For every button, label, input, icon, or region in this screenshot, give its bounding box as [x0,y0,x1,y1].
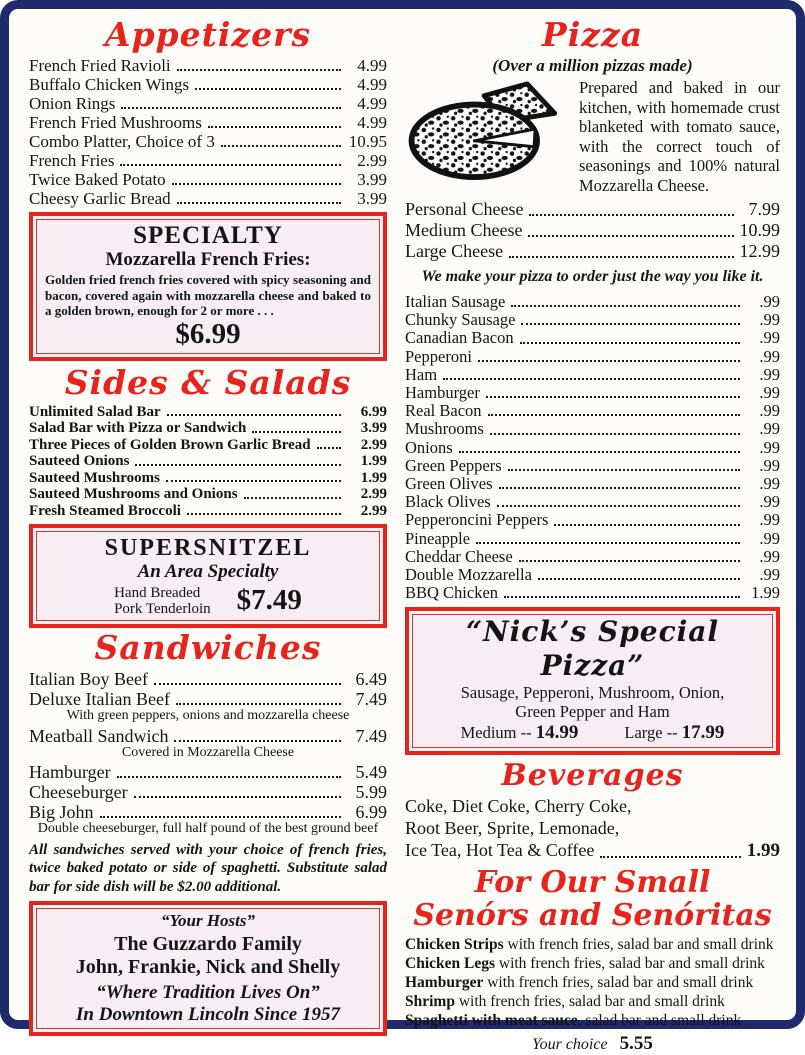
beverages-heading: Beverages [501,758,684,794]
nicks-special-box [405,607,780,755]
dotted-leader [538,578,740,580]
supersnitzel-box [29,524,387,628]
nicks-medium [461,722,579,744]
item-note: Double cheeseburger, full half pound of the best ground beef [37,821,379,836]
dotted-leader [504,596,740,598]
menu-item-row [405,420,780,438]
kids-item-description: with french fries, salad bar and small drink [503,936,774,954]
supersnitzel-title: SUPERSNITZEL [104,535,312,561]
menu-item-row [405,199,780,220]
kids-item-description: with french fries, salad bar and small drink [454,993,725,1011]
item-price: .99 [759,292,780,311]
kids-heading-line2: Senórs and Senóritas [413,898,772,934]
kids-item [405,1011,780,1030]
dotted-leader [252,431,341,433]
menu-item-row [29,437,387,454]
specialty-price: $6.99 [175,317,241,350]
kids-item-description: with french fries, salad bar and small drink [483,974,754,992]
menu-item-row [29,453,387,470]
dotted-leader [172,183,341,185]
dotted-leader [520,342,740,344]
beverages-price-row [405,839,780,862]
dotted-leader [497,505,740,507]
kids-choice-line [405,1033,780,1055]
kids-item-name: Chicken Legs [405,955,495,973]
item-price: 4.99 [357,56,387,75]
dotted-leader [135,464,341,466]
item-name: Hamburger [405,383,480,403]
item-price: 2.99 [360,436,387,453]
item-name: Cheeseburger [29,782,128,802]
item-price: .99 [759,401,780,421]
dotted-leader [508,469,740,471]
dotted-leader [117,776,341,778]
dotted-leader [509,256,733,258]
sandwich-item [29,689,387,724]
nicks-medium-label: Medium -- [460,723,532,743]
item-name: Three Pieces of Golden Brown Garlic Bread [29,436,311,453]
item-name: Meatball Sandwich [29,725,169,746]
left-column [29,15,387,1025]
item-name: French Fries [29,151,115,170]
hosts-names: John, Frankie, Nick and Shelly [75,956,341,978]
item-price: .99 [759,510,780,530]
item-name: Chunky Sausage [405,310,516,330]
menu-item-row [405,439,780,457]
menu-item-row [29,132,387,151]
item-price: .99 [759,565,780,585]
menu-item-row [29,189,387,208]
menu-item-row [29,782,387,802]
item-price: .99 [759,310,780,330]
menu-item-row [29,75,387,94]
hosts-box [29,901,387,1036]
hosts-motto: “Where Tradition Lives On” [96,982,320,1003]
dotted-leader [176,703,341,705]
dotted-leader [177,202,341,204]
item-name: Pepperoni [405,346,472,366]
kids-list [405,935,780,1030]
menu-item-row [405,329,780,347]
kids-heading [405,866,780,932]
hosts-family: The Guzzardo Family [114,933,302,955]
item-note: Covered in Mozzarella Cheese [121,744,295,760]
item-price: .99 [759,546,780,566]
item-name: Combo Platter, Choice of 3 [29,132,215,151]
specialty-title: SPECIALTY [133,222,283,249]
item-name: Fresh Steamed Broccoli [29,502,181,519]
kids-item [405,973,780,992]
kids-item-description: , salad bar and small drink [577,1012,742,1030]
sides-salads-list [29,404,387,520]
item-price: 4.99 [357,113,387,132]
menu-item-row [29,420,387,437]
dotted-leader [195,88,341,90]
dotted-leader [490,433,740,435]
pizza-intro [405,78,780,195]
item-price: .99 [759,492,780,512]
item-price: .99 [759,474,780,494]
supersnitzel-item-line2: Pork Tenderloin [114,600,211,617]
item-name: Ham [405,364,438,384]
dotted-leader [208,126,341,128]
item-name: Salad Bar with Pizza or Sandwich [29,420,247,436]
item-name: Twice Baked Potato [29,170,166,189]
item-name: Mushrooms [405,419,484,439]
item-note: With green peppers, onions and mozzarella cheese [66,708,350,723]
dotted-leader [174,740,341,742]
pizza-description: Prepared and baked in our kitchen, with homemade crust blanketed with tomato sauce, with the correct touch of seasonings and 100% natural Mozzarella Cheese. [579,78,780,195]
kids-item [405,992,780,1011]
menu-item-row [405,293,780,311]
item-price: 10.99 [739,220,780,240]
dotted-leader [317,447,341,449]
sandwiches-footnote: All sandwiches served with your choice of french fries, twice baked potato or side of spaghetti. Substitute salad bar for side dish will be $2.00 additional. [29,841,387,895]
specialty-subtitle: Mozzarella French Fries: [105,249,311,270]
menu-item-row [29,669,387,689]
dotted-leader [529,214,734,216]
item-price: 6.49 [355,669,387,689]
dotted-leader [221,145,341,147]
beverages-line3: Ice Tea, Hot Tea & Coffee [405,840,595,861]
item-price: 3.99 [360,420,387,436]
item-price: .99 [759,419,780,439]
item-name: Canadian Bacon [405,328,514,348]
pizza-heading: Pizza [541,15,644,54]
menu-item-row [29,170,387,189]
item-price: 2.99 [360,502,387,519]
supersnitzel-price: $7.49 [236,584,302,616]
menu-item-row [29,689,387,709]
item-price: 2.99 [360,486,387,502]
dotted-leader [478,360,740,362]
menu-item-row [405,348,780,366]
sandwich-item [29,726,387,761]
appetizers-list [29,56,387,208]
item-name: Onion Rings [29,94,116,113]
dotted-leader [244,497,341,499]
item-price: 7.49 [355,725,387,746]
dotted-leader [499,487,740,489]
item-name: Sauteed Mushrooms and Onions [29,486,238,502]
menu-item-row [405,457,780,475]
menu-item-row [29,470,387,487]
item-price: 4.99 [357,94,387,113]
nicks-line2: Green Pepper and Ham [515,702,670,722]
menu-item-row [405,493,780,511]
dotted-leader [519,560,740,562]
menu-item-row [405,241,780,262]
dotted-leader [528,235,733,237]
menu-item-row [29,113,387,132]
item-name: Black Olives [405,492,491,512]
dotted-leader [488,414,740,416]
item-name: Italian Boy Beef [29,669,148,689]
item-name: Personal Cheese [405,199,524,219]
beverages-price: 1.99 [746,840,780,862]
item-price: 4.99 [357,75,387,94]
specialty-description: Golden fried french fries covered with spicy seasoning and bacon, covered again with mozzarella cheese and baked to a golden brown, enough for 2 or more . . . [45,272,371,318]
dotted-leader [459,451,740,453]
dotted-leader [476,542,740,544]
menu-item-row [405,402,780,420]
nicks-title: “Nick’s Special Pizza” [465,615,720,683]
sandwich-item [29,762,387,782]
menu-item-row [405,384,780,402]
item-price: 1.99 [751,583,780,603]
item-price: .99 [759,364,780,384]
dotted-leader [600,856,740,858]
dotted-leader [154,683,341,685]
nicks-large-label: Large -- [624,723,678,743]
item-name: Buffalo Chicken Wings [29,75,190,94]
nicks-price-row [417,722,768,744]
menu-item-row [29,762,387,782]
kids-item-name: Chicken Strips [405,936,504,954]
item-name: BBQ Chicken [405,583,499,603]
pizza-order-note: We make your pizza to order just the way you like it. [421,268,764,285]
item-name: Hamburger [29,762,111,782]
item-name: Unlimited Salad Bar [29,403,161,420]
kids-heading-line1: For Our Small [474,865,711,901]
menu-item-row [405,511,780,529]
pizza-illustration [405,80,573,180]
menu-item-row [29,486,387,503]
dotted-leader [521,323,740,325]
menu-item-row [29,726,387,746]
item-name: Green Peppers [405,455,502,475]
item-price: 1.99 [360,469,387,486]
dotted-leader [166,480,341,482]
item-name: Pineapple [405,528,471,548]
item-price: 12.99 [739,241,780,261]
item-price: 10.95 [348,132,387,151]
item-price: 3.99 [357,170,387,189]
kids-item-name: Spaghetti with meat sauce [405,1012,578,1030]
kids-choice-price: 5.55 [619,1033,653,1055]
item-name: Real Bacon [405,401,482,421]
item-price: 5.99 [355,782,387,802]
item-price: 7.99 [748,199,780,219]
dotted-leader [486,396,740,398]
item-name: Onions [405,437,453,457]
dotted-leader [443,378,740,380]
kids-item [405,935,780,954]
item-price: 6.99 [360,403,387,420]
menu-item-row [405,530,780,548]
item-name: Italian Sausage [405,292,506,311]
item-price: 5.49 [355,762,387,782]
beverages-line1: Coke, Diet Coke, Cherry Coke, [405,796,632,817]
item-name: Cheesy Garlic Bread [29,189,171,208]
dotted-leader [554,524,740,526]
kids-item [405,954,780,973]
item-name: French Fried Ravioli [29,56,171,75]
menu-item-row [29,503,387,520]
sandwiches-list [29,669,387,837]
item-name: Sauteed Onions [29,453,130,469]
item-price: .99 [759,528,780,548]
menu-item-row [405,584,780,602]
kids-item-description: with french fries, salad bar and small drink [495,955,765,973]
appetizers-heading: Appetizers [104,15,312,54]
menu-item-row [29,94,387,113]
sandwiches-heading: Sandwiches [94,628,322,667]
item-price: .99 [759,346,780,366]
toppings-list [405,293,780,602]
menu-item-row [29,404,387,421]
dotted-leader [177,69,341,71]
dotted-leader [511,305,740,307]
item-price: .99 [759,437,780,457]
menu-item-row [405,566,780,584]
kids-choice-label: Your choice [532,1036,608,1054]
item-price: 2.99 [357,151,387,170]
dotted-leader [121,107,341,109]
pizza-sizes-list [405,199,780,262]
nicks-line1: Sausage, Pepperoni, Mushroom, Onion, [460,683,725,703]
item-name: Pepperoncini Peppers [405,510,549,530]
item-name: Deluxe Italian Beef [29,689,170,709]
menu-item-row [405,311,780,329]
item-name: Green Olives [405,474,493,494]
right-column [405,15,780,1055]
item-name: Cheddar Cheese [405,546,513,566]
item-name: French Fried Mushrooms [29,113,202,132]
menu-item-row [405,548,780,566]
item-name: Big John [29,802,94,822]
supersnitzel-item-line1: Hand Breaded [114,584,201,601]
menu-item-row [405,366,780,384]
sandwich-item [29,669,387,689]
item-price: 6.99 [355,802,387,822]
hosts-quote: “Your Hosts” [161,911,255,930]
supersnitzel-price-row [43,584,373,617]
dotted-leader [167,414,341,416]
hosts-location: In Downtown Lincoln Since 1957 [76,1004,340,1025]
item-price: .99 [759,455,780,475]
menu-item-row [29,56,387,75]
item-price: 1.99 [360,453,387,469]
menu-item-row [29,802,387,822]
supersnitzel-item [114,585,211,617]
supersnitzel-subtitle: An Area Specialty [137,561,279,582]
dotted-leader [100,816,341,818]
item-price: 3.99 [357,189,387,208]
item-name: Double Mozzarella [405,565,532,585]
kids-item-name: Shrimp [405,993,455,1011]
menu-item-row [405,220,780,241]
dotted-leader [120,164,341,166]
dotted-leader [134,796,341,798]
nicks-large [624,722,724,744]
beverages-line2: Root Beer, Sprite, Lemonade, [405,818,620,839]
item-price: .99 [759,383,780,403]
dotted-leader [187,513,341,515]
menu-item-row [29,151,387,170]
sides-salads-heading: Sides & Salads [64,362,352,402]
kids-item-name: Hamburger [405,974,484,992]
menu-item-row [405,475,780,493]
nicks-medium-price: 14.99 [535,722,579,744]
sandwich-item [29,802,387,837]
specialty-box [29,212,387,361]
item-price: .99 [759,328,780,348]
item-name: Medium Cheese [405,220,523,240]
nicks-large-price: 17.99 [681,722,725,744]
item-name: Sauteed Mushrooms [29,469,160,486]
item-price: 7.49 [355,689,387,709]
pizza-tagline: (Over a million pizzas made) [492,56,693,75]
sandwich-item [29,782,387,802]
item-name: Large Cheese [405,241,504,261]
